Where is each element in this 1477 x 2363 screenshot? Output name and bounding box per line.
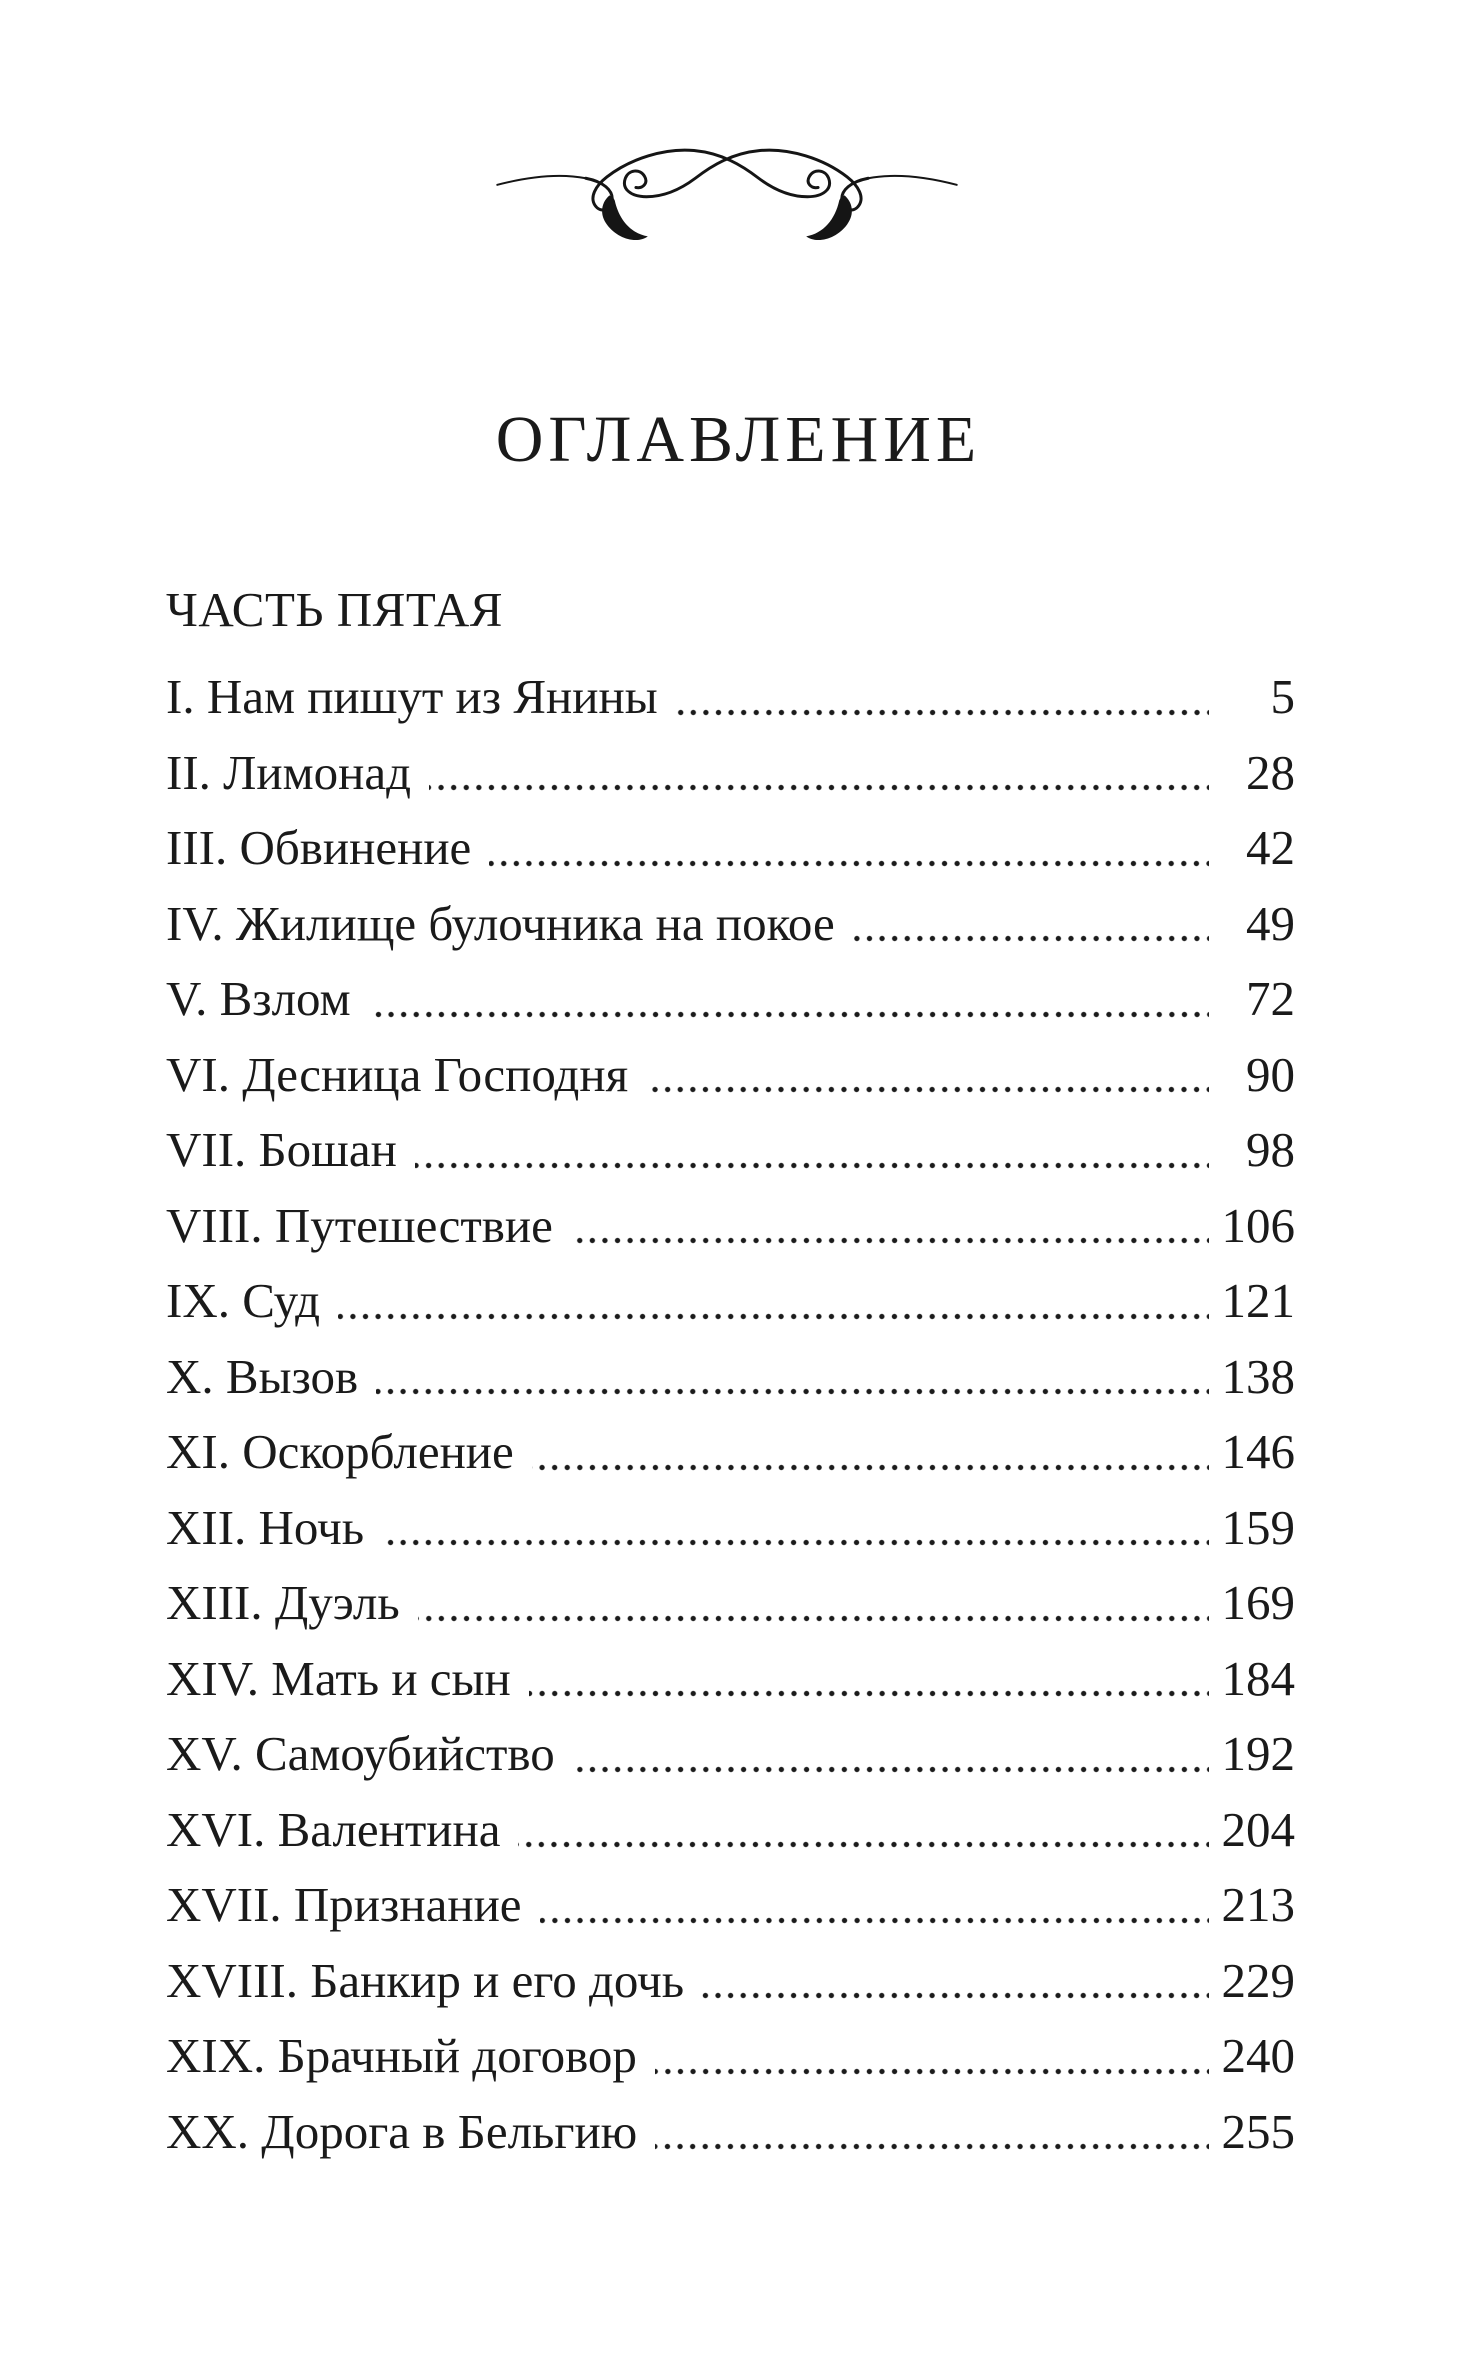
toc-entry-title: VIII. Путешествие: [166, 1197, 553, 1253]
dot-leader: [500, 1792, 1209, 1868]
dot-leader: [397, 1112, 1209, 1188]
dot-leader: [400, 1565, 1209, 1641]
toc-entry-page: 5: [1270, 669, 1295, 724]
dot-leader: [411, 735, 1209, 811]
toc-entry-page: 184: [1221, 1650, 1295, 1706]
toc-entry-title: XVIII. Банкир и его дочь: [166, 1952, 685, 2008]
dot-leader: [514, 1414, 1209, 1490]
toc-entry: [166, 2094, 1295, 2170]
toc-entry: [166, 1037, 1295, 1113]
dot-leader: [684, 1943, 1209, 2019]
toc-entry-page: 72: [1246, 971, 1295, 1026]
dot-leader: [637, 2018, 1209, 2094]
toc-entry-title: IX. Суд: [166, 1273, 321, 1328]
toc-entry-page: 121: [1221, 1273, 1295, 1328]
toc-entry-page: 28: [1246, 744, 1295, 800]
toc-entry: [166, 1263, 1295, 1339]
toc-entry: [166, 1641, 1295, 1717]
dot-leader: [351, 961, 1209, 1037]
toc-entry: [166, 659, 1295, 735]
dot-leader: [471, 810, 1209, 886]
toc-entry: [166, 1716, 1295, 1792]
toc-entry: [166, 1943, 1295, 2019]
toc-entry-title: III. Обвинение: [166, 820, 472, 875]
toc-entry-title: VII. Бошан: [166, 1122, 397, 1177]
toc-entry-page: 229: [1221, 1952, 1295, 2008]
toc-entry: [166, 1867, 1295, 1943]
toc-entry-title: XX. Дорога в Бельгию: [166, 2103, 638, 2159]
toc-entry-title: X. Вызов: [166, 1348, 359, 1404]
toc-entry: [166, 1565, 1295, 1641]
toc-entry-page: 192: [1221, 1726, 1295, 1781]
dot-leader: [555, 1716, 1209, 1792]
toc-entry: [166, 2018, 1295, 2094]
toc-entry-title: XV. Самоубийство: [166, 1726, 555, 1781]
toc-entry-title: II. Лимонад: [166, 744, 411, 800]
toc-entry-page: 240: [1221, 2028, 1295, 2083]
dot-leader: [522, 1867, 1209, 1943]
toc-entry-page: 213: [1221, 1877, 1295, 1932]
table-of-contents: [166, 583, 1295, 2169]
toc-entry-title: VI. Десница Господня: [166, 1046, 629, 1102]
toc-entry-title: V. Взлом: [166, 971, 351, 1026]
part-heading: ЧАСТЬ ПЯТАЯ: [166, 582, 503, 637]
toc-entry-page: 204: [1221, 1801, 1295, 1857]
toc-entry: [166, 1188, 1295, 1264]
toc-entry: [166, 735, 1295, 811]
toc-entry: [166, 1339, 1295, 1415]
toc-entry: [166, 1490, 1295, 1566]
toc-entry-title: XIII. Дуэль: [166, 1575, 400, 1630]
toc-entry: [166, 1792, 1295, 1868]
dot-leader: [658, 659, 1209, 735]
toc-entry-title: I. Нам пишут из Янины: [166, 669, 658, 724]
dot-leader: [628, 1037, 1209, 1113]
toc-entry-title: XVII. Признание: [166, 1877, 522, 1932]
toc-entry: [166, 1414, 1295, 1490]
toc-entry-title: XII. Ночь: [166, 1499, 365, 1555]
toc-entry-page: 146: [1221, 1424, 1295, 1479]
toc-entry: [166, 961, 1295, 1037]
page-title: ОГЛАВЛЕНИЕ: [495, 403, 982, 477]
toc-entry-title: XI. Оскорбление: [166, 1424, 514, 1479]
dot-leader: [511, 1641, 1209, 1717]
calligraphic-flourish-icon: [477, 136, 977, 268]
toc-entry-page: 90: [1246, 1046, 1295, 1102]
toc-entry-title: IV. Жилище булочника на покое: [166, 895, 835, 951]
toc-entry-page: 49: [1246, 895, 1295, 951]
dot-leader: [320, 1263, 1209, 1339]
dot-leader: [358, 1339, 1209, 1415]
toc-entry: [166, 810, 1295, 886]
toc-entry-title: XIV. Мать и сын: [166, 1650, 511, 1706]
toc-entry-page: 159: [1221, 1499, 1295, 1555]
toc-entry-title: XVI. Валентина: [166, 1801, 501, 1857]
toc-entry-page: 255: [1221, 2103, 1295, 2159]
toc-entry-page: 98: [1246, 1122, 1295, 1177]
toc-entry-page: 42: [1246, 820, 1295, 875]
toc-entry: [166, 886, 1295, 962]
dot-leader: [364, 1490, 1209, 1566]
dot-leader: [553, 1188, 1209, 1264]
dot-leader: [637, 2094, 1209, 2170]
toc-entry-page: 106: [1221, 1197, 1295, 1253]
toc-entry-page: 169: [1221, 1575, 1295, 1630]
toc-entry-title: XIX. Брачный договор: [166, 2028, 637, 2083]
toc-entry-page: 138: [1221, 1348, 1295, 1404]
toc-list: [166, 659, 1295, 2169]
dot-leader: [835, 886, 1209, 962]
toc-entry: [166, 1112, 1295, 1188]
